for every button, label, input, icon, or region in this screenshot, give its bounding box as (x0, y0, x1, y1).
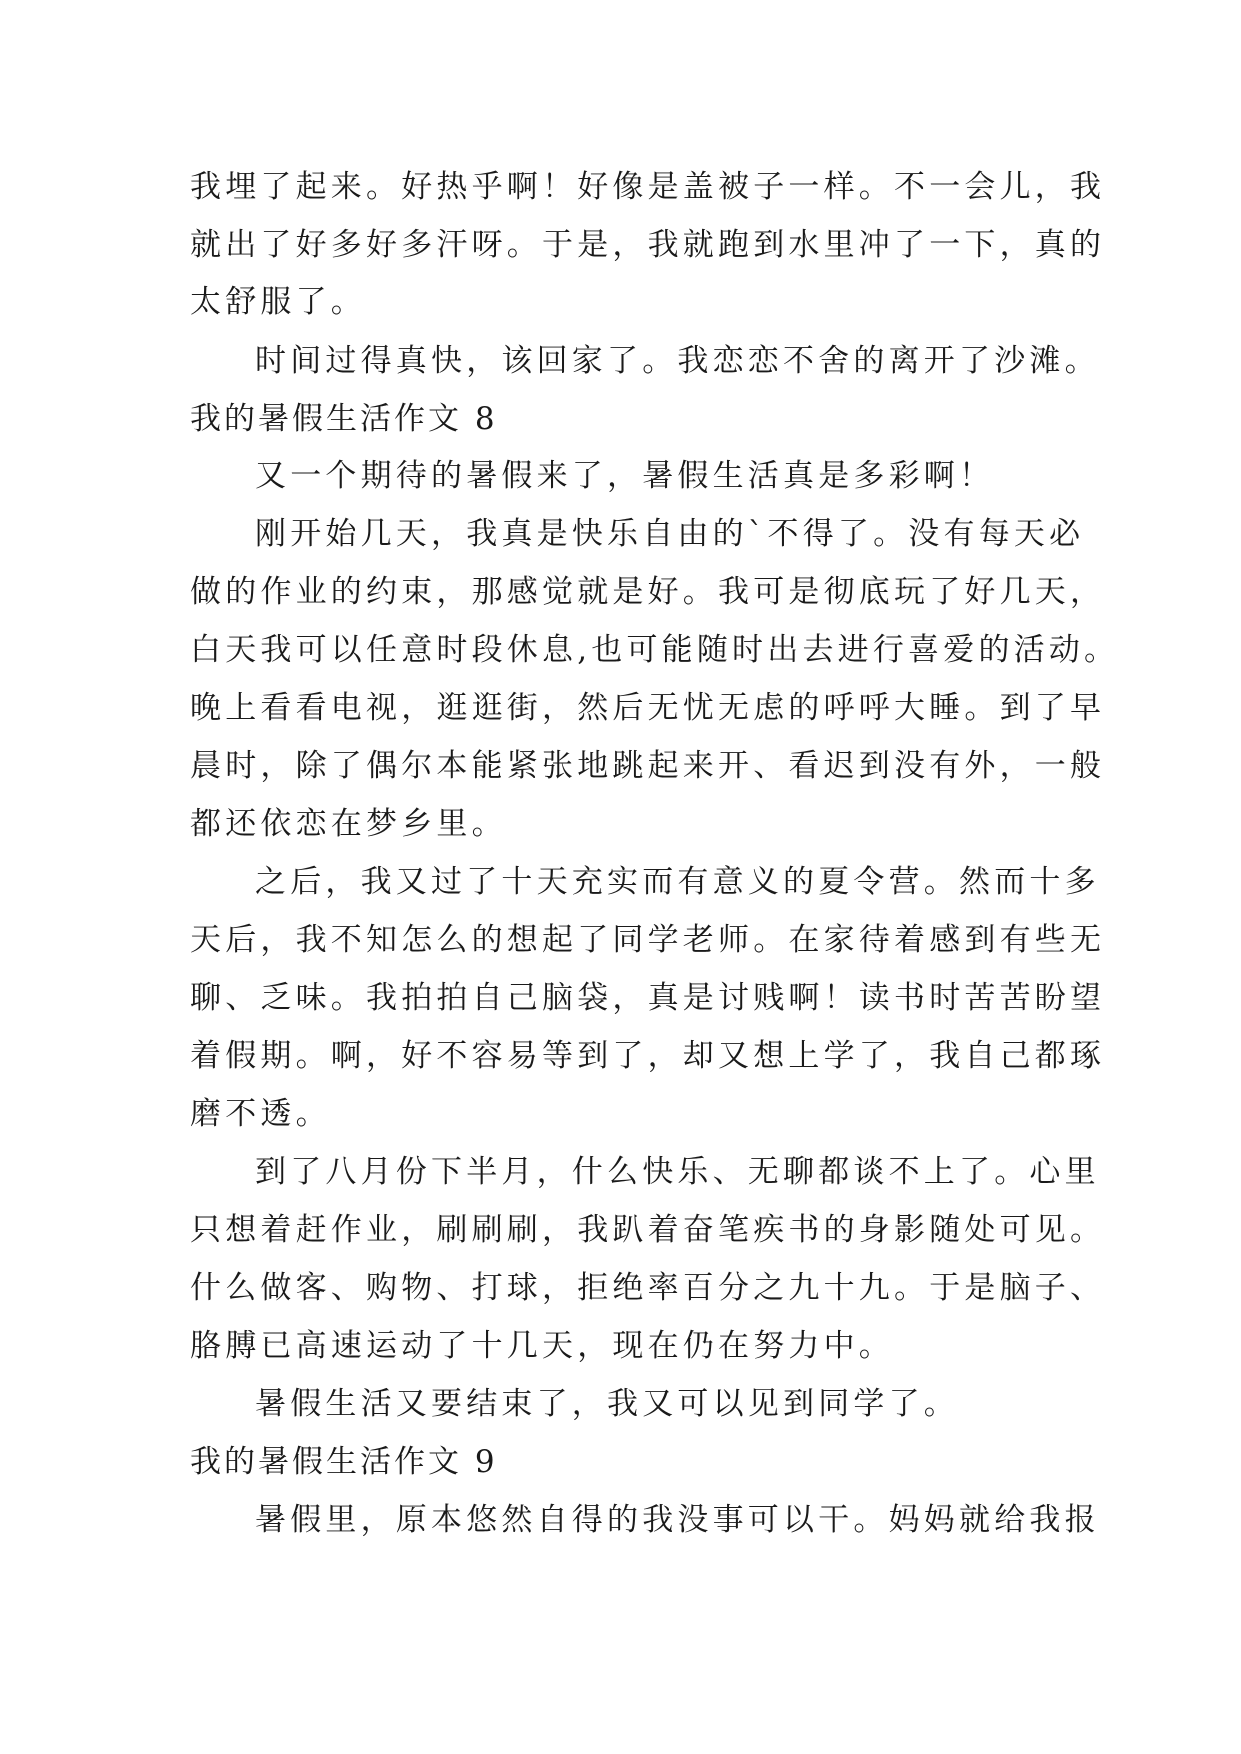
text-line: 晨时，除了偶尔本能紧张地跳起来开、看迟到没有外，一般 (190, 748, 1106, 784)
section-heading: 我的暑假生活作文 9 (190, 1444, 498, 1480)
text-line: 都还依恋在梦乡里。 (190, 806, 507, 842)
paragraph-start-line: 暑假生活又要结束了，我又可以见到同学了。 (255, 1386, 959, 1422)
text-line: 只想着赶作业，刷刷刷，我趴着奋笔疾书的身影随处可见。 (190, 1212, 1106, 1248)
text-line: 着假期。啊，好不容易等到了，却又想上学了，我自己都琢 (190, 1038, 1106, 1074)
paragraph-start-line: 刚开始几天，我真是快乐自由的`不得了。没有每天必 (255, 516, 1085, 552)
text-line: 晚上看看电视，逛逛街，然后无忧无虑的呼呼大睡。到了早 (190, 690, 1106, 726)
text-line: 胳膊已高速运动了十几天，现在仍在努力中。 (190, 1328, 894, 1364)
section-heading: 我的暑假生活作文 8 (190, 401, 498, 437)
paragraph-start-line: 到了八月份下半月，什么快乐、无聊都谈不上了。心里 (255, 1154, 1100, 1190)
text-line: 聊、乏味。我拍拍自己脑袋，真是讨贱啊！读书时苦苦盼望 (190, 980, 1106, 1016)
paragraph-start-line: 暑假里，原本悠然自得的我没事可以干。妈妈就给我报 (255, 1502, 1100, 1538)
text-line: 太舒服了。 (190, 284, 366, 320)
paragraph-start-line: 时间过得真快，该回家了。我恋恋不舍的离开了沙滩。 (255, 343, 1100, 379)
text-line: 天后，我不知怎么的想起了同学老师。在家待着感到有些无 (190, 922, 1106, 958)
text-line: 磨不透。 (190, 1096, 331, 1132)
text-line: 做的作业的约束，那感觉就是好。我可是彻底玩了好几天， (190, 574, 1106, 610)
text-line: 白天我可以任意时段休息,也可能随时出去进行喜爱的活动。 (190, 632, 1120, 668)
paragraph-start-line: 之后，我又过了十天充实而有意义的夏令营。然而十多 (255, 864, 1100, 900)
paragraph-start-line: 又一个期待的暑假来了，暑假生活真是多彩啊！ (255, 458, 995, 494)
text-line: 什么做客、购物、打球，拒绝率百分之九十九。于是脑子、 (190, 1270, 1106, 1306)
text-line: 我埋了起来。好热乎啊！好像是盖被子一样。不一会儿，我 (190, 169, 1106, 205)
text-line: 就出了好多好多汗呀。于是，我就跑到水里冲了一下，真的 (190, 227, 1106, 263)
